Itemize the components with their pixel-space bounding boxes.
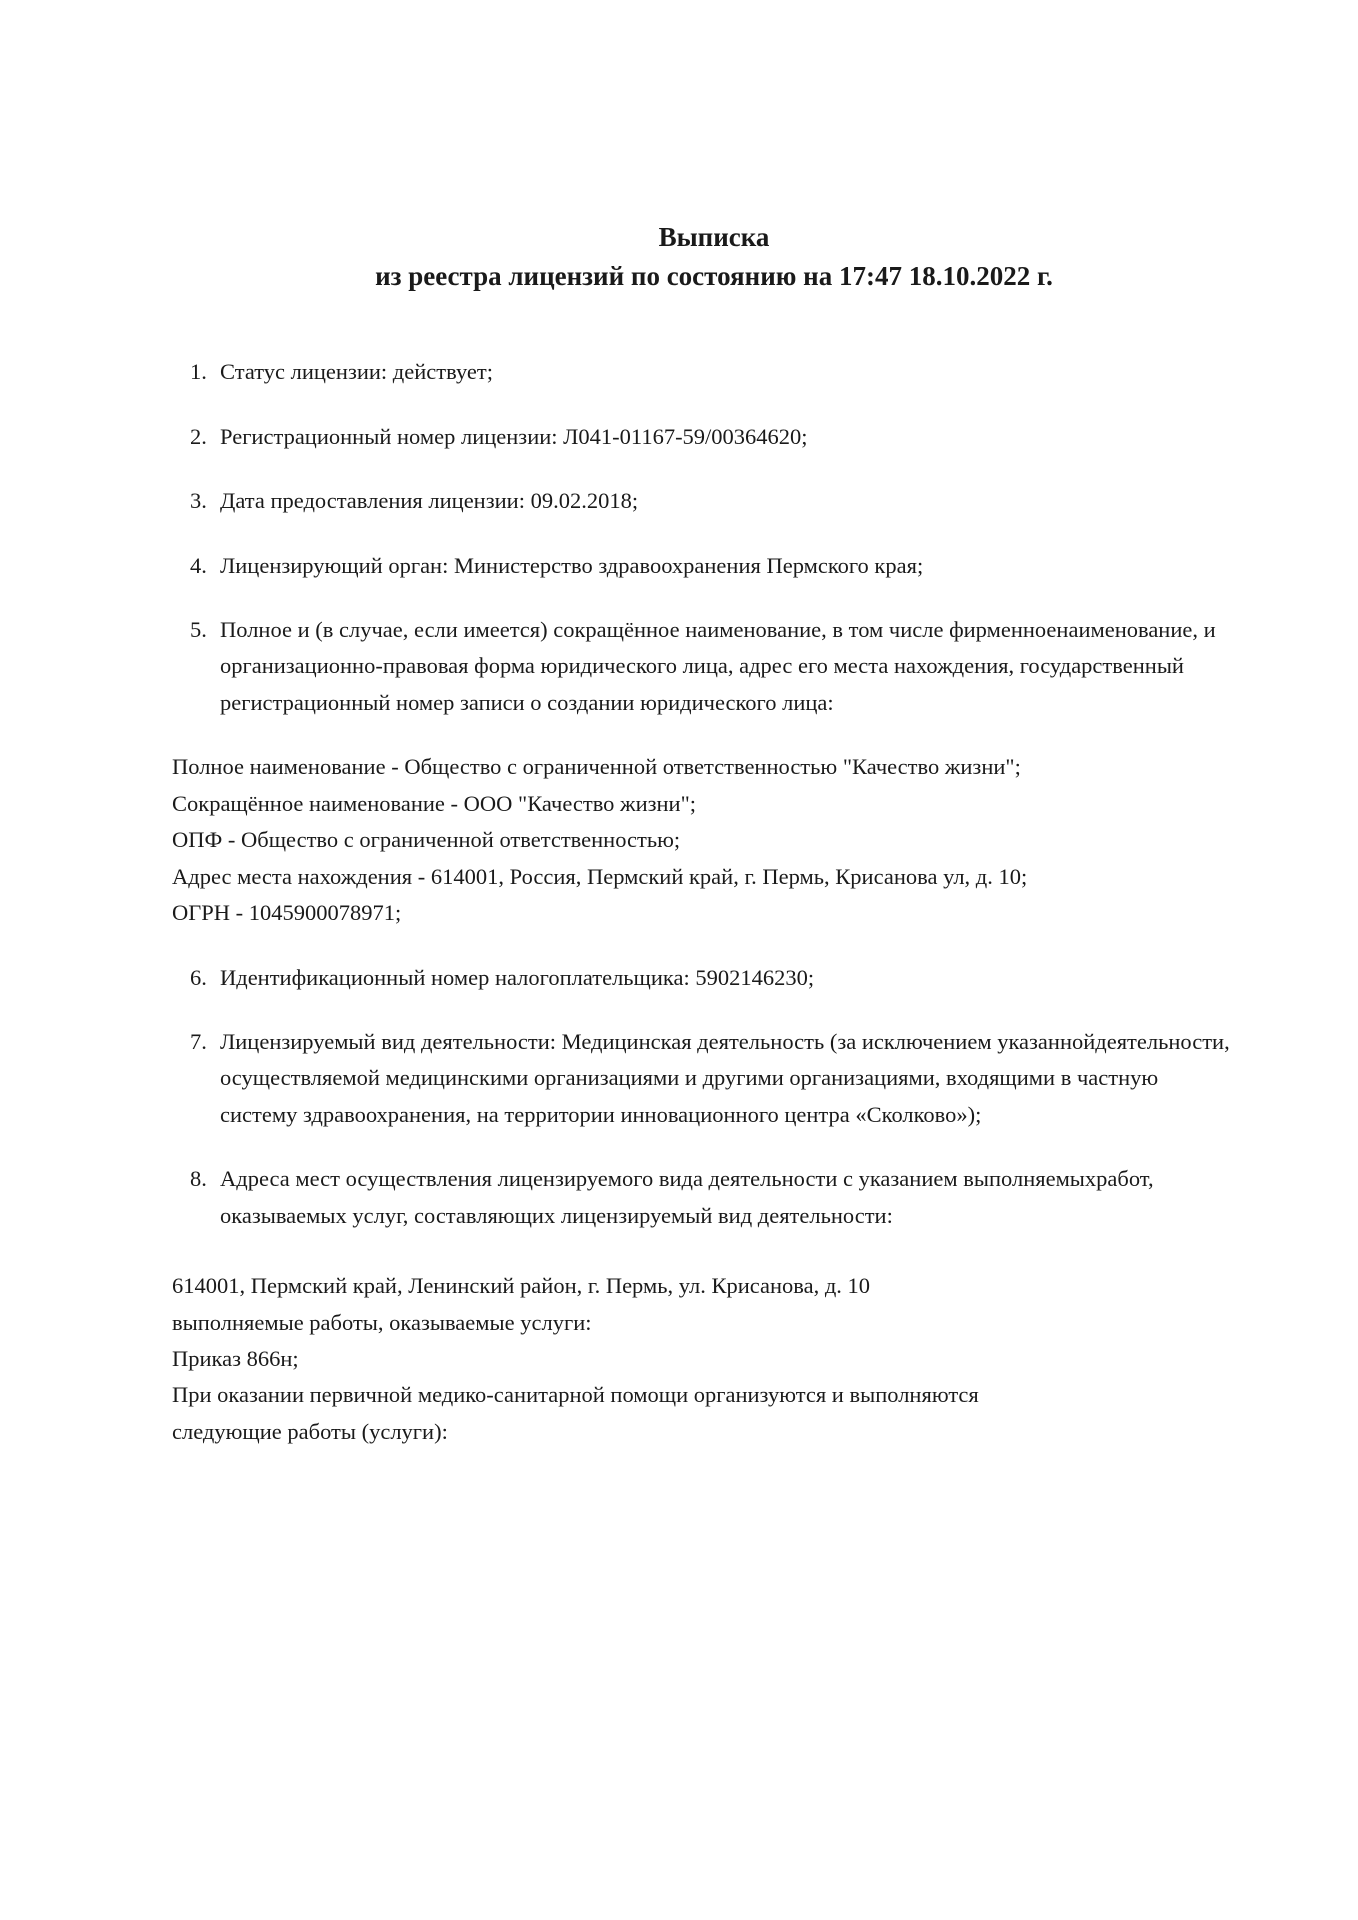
list-item-number: 3. (190, 488, 207, 514)
list-item-number: 7. (190, 1028, 207, 1054)
list-item-text: Лицензируемый вид деятельности: Медицинская деятельность (за исключением указаннойдеятельности, осуществляемой медицинскими организациями и другими организациями, входящими в частную систему здравоохранения, на территории инновационного центра «Сколково»); (220, 1028, 1230, 1127)
list-item-text: Лицензирующий орган: Министерство здравоохранения Пермского края; (220, 552, 924, 578)
organization-details-block (172, 749, 1238, 931)
list-item-number: 1. (190, 359, 207, 385)
activity-address-block (172, 1268, 1238, 1450)
list-item-number: 5. (190, 617, 207, 643)
org-ogrn: ОГРН - 1045900078971; (172, 900, 402, 926)
list-item-number: 2. (190, 423, 207, 449)
activity-works-label: выполняемые работы, оказываемые услуги: (172, 1309, 592, 1335)
activity-description-line-1: При оказании первичной медико-санитарной помощи организуются и выполняются (172, 1382, 979, 1408)
org-short-name: Сокращённое наименование - ООО "Качество жизни"; (172, 790, 697, 816)
list-item-number: 6. (190, 964, 207, 990)
list-item (190, 612, 1238, 721)
document-body (172, 354, 1238, 1450)
list-item-number: 4. (190, 552, 207, 578)
list-item (190, 1161, 1238, 1234)
list-item (190, 419, 1238, 455)
list-item-text: Адреса мест осуществления лицензируемого вида деятельности с указанием выполняемыхработ, оказываемых услуг, составляющих лицензируемый вид деятельности: (220, 1166, 1154, 1228)
org-full-name: Полное наименование - Общество с ограниченной ответственностью "Качество жизни"; (172, 754, 1021, 780)
activity-order: Приказ 866н; (172, 1346, 299, 1372)
page-title (190, 218, 1238, 296)
list-item-number: 8. (190, 1166, 207, 1192)
title-line-1: Выписка (658, 222, 770, 252)
list-item (190, 548, 1238, 584)
list-item (190, 483, 1238, 519)
list-item-text: Полное и (в случае, если имеется) сокращённое наименование, в том числе фирменноенаименование, и организационно-правовая форма юридического лица, адрес его места нахождения, государственный регистрационный номер записи о создании юридического лица: (220, 617, 1216, 715)
org-legal-form: ОПФ - Общество с ограниченной ответственностью; (172, 827, 681, 853)
list-item (190, 354, 1238, 390)
title-line-2: из реестра лицензий по состоянию на 17:47 18.10.2022 г. (375, 261, 1053, 292)
list-item-text: Дата предоставления лицензии: 09.02.2018; (220, 488, 639, 514)
list-item (190, 960, 1238, 996)
list-item-text: Идентификационный номер налогоплательщика: 5902146230; (220, 964, 815, 990)
list-item-text: Статус лицензии: действует; (220, 359, 493, 385)
activity-description-line-2: следующие работы (услуги): (172, 1418, 448, 1444)
list-item-text: Регистрационный номер лицензии: Л041-01167-59/00364620; (220, 423, 808, 449)
org-address: Адрес места нахождения - 614001, Россия, Пермский край, г. Пермь, Крисанова ул, д. 10; (172, 863, 1028, 889)
activity-address: 614001, Пермский край, Ленинский район, г. Пермь, ул. Крисанова, д. 10 (172, 1273, 871, 1299)
list-item (190, 1024, 1238, 1133)
